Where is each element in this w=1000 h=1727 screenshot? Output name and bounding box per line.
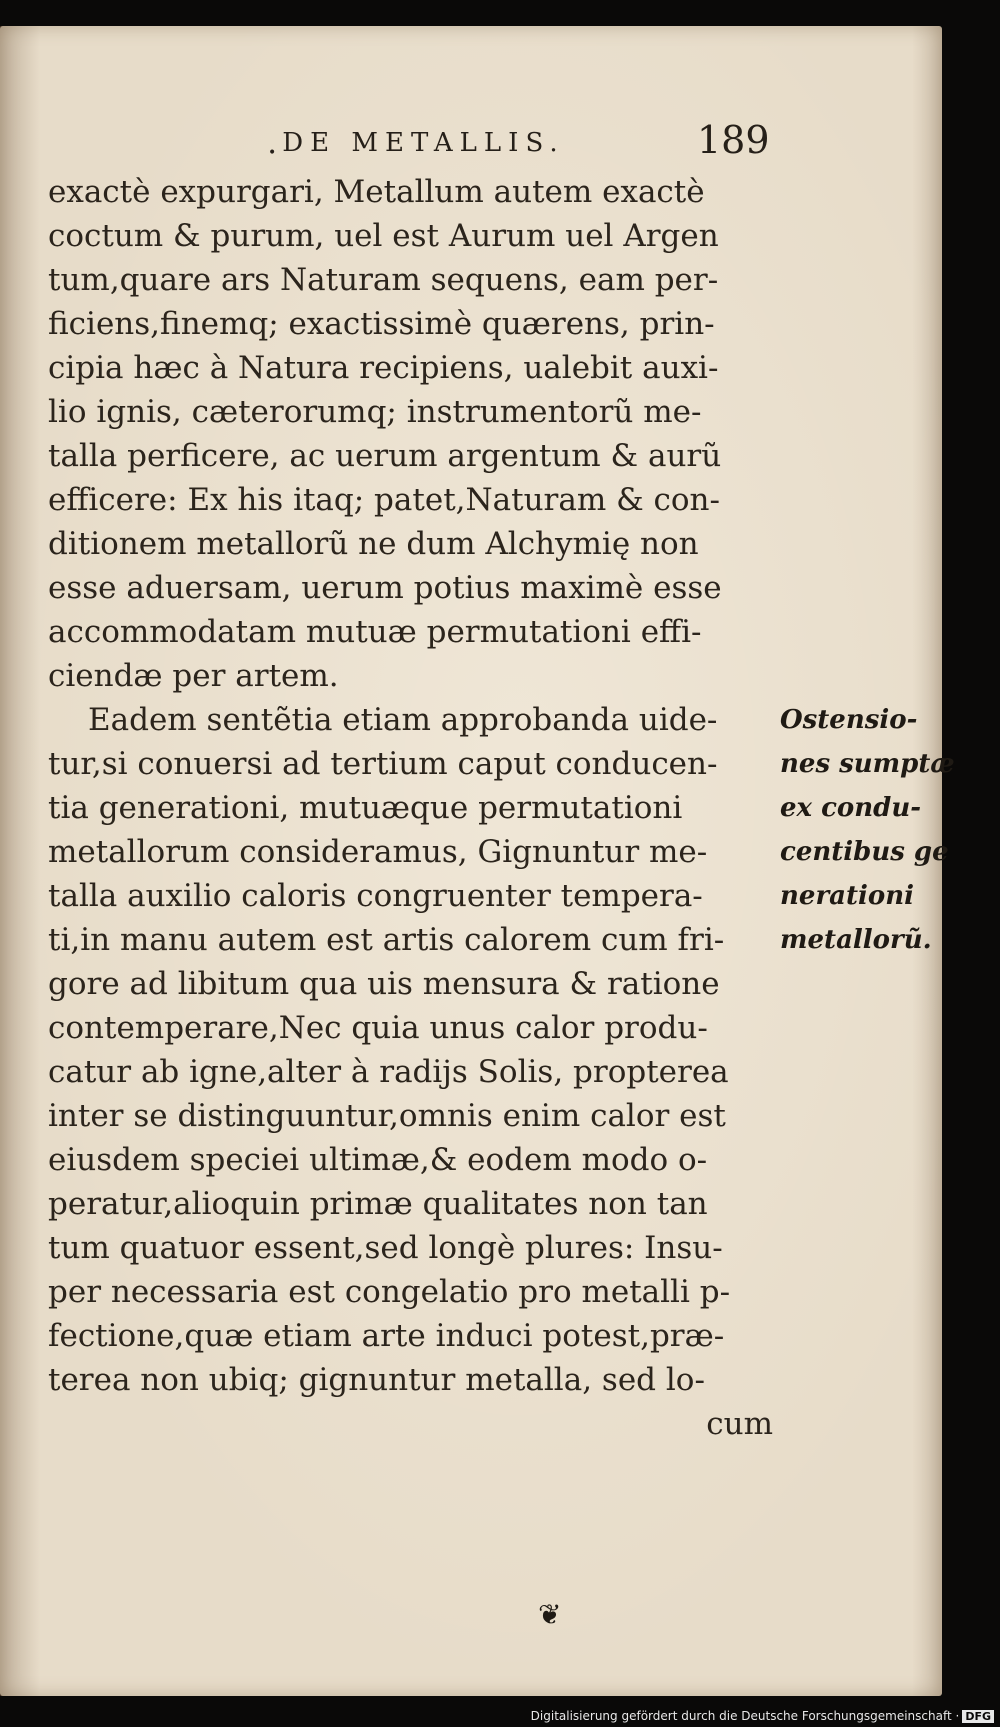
body-line: tur,si conuersi ad tertium caput conducen- (48, 746, 718, 782)
body-text (48, 170, 773, 1446)
body-line: ciendæ per artem. (48, 658, 339, 694)
header-dot: • (268, 145, 277, 161)
body-line: talla auxilio caloris congruenter tempera- (48, 878, 703, 914)
body-line: eiusdem speciei ultimæ,& eodem modo o- (48, 1142, 708, 1178)
digitization-footer (531, 1709, 994, 1723)
marginal-note (780, 698, 955, 962)
dfg-logo: DFG (962, 1710, 994, 1723)
body-line: tum quatuor essent,sed longè plures: Insu- (48, 1230, 723, 1266)
body-line: contemperare,Nec quia unus calor produ- (48, 1010, 708, 1046)
body-line: talla perficere, ac uerum argentum & aurũ (48, 438, 722, 474)
body-line: exactè expurgari, Metallum autem exactè (48, 174, 705, 210)
body-line: metallorum consideramus, Gignuntur me- (48, 834, 708, 870)
running-head-text: DE METALLIS. (282, 128, 565, 158)
running-head (268, 128, 565, 161)
body-line: per necessaria est congelatio pro metalli p- (48, 1274, 731, 1310)
body-line: coctum & purum, uel est Aurum uel Argen (48, 218, 719, 254)
margin-note-line: nes sumptæ (780, 749, 955, 779)
body-line: tia generationi, mutuæque permutationi (48, 790, 683, 826)
body-line: esse aduersam, uerum potius maximè esse (48, 570, 722, 606)
body-line: terea non ubiq; gignuntur metalla, sed lo- (48, 1362, 705, 1398)
footer-text: Digitalisierung gefördert durch die Deutsche Forschungsgemeinschaft · (530, 1709, 960, 1723)
page-number: 189 (697, 118, 770, 162)
body-line: peratur,alioquin primæ qualitates non tan (48, 1186, 708, 1222)
body-line: cipia hæc à Natura recipiens, ualebit auxi- (48, 350, 719, 386)
body-line: fectione,quæ etiam arte induci potest,præ- (48, 1318, 725, 1354)
body-line: ficiens,finemq; exactissimè quærens, prin- (48, 306, 715, 342)
margin-note-line: nerationi (780, 881, 914, 911)
body-line: accommodatam mutuæ permutationi effi- (48, 614, 702, 650)
body-line-paragraph-start: Eadem sentẽtia etiam approbanda uide- (88, 702, 718, 738)
body-line: gore ad libitum qua uis mensura & ratione (48, 966, 720, 1002)
catchword: cum (706, 1406, 773, 1442)
body-line: lio ignis, cæterorumq; instrumentorũ me- (48, 394, 702, 430)
printer-ornament-icon: ❦ (538, 1598, 562, 1631)
body-line: efficere: Ex his itaq; patet,Naturam & con- (48, 482, 720, 518)
margin-note-line: ex condu- (780, 793, 922, 823)
margin-note-line: Ostensio- (780, 705, 918, 735)
margin-note-line: centibus ge (780, 837, 949, 867)
body-line: ti,in manu autem est artis calorem cum fri- (48, 922, 725, 958)
body-line: catur ab igne,alter à radijs Solis, propterea (48, 1054, 729, 1090)
body-line: ditionem metallorũ ne dum Alchymię non (48, 526, 699, 562)
margin-note-line: metallorũ. (780, 925, 932, 955)
body-line: tum,quare ars Naturam sequens, eam per- (48, 262, 719, 298)
body-line: inter se distinguuntur,omnis enim calor est (48, 1098, 726, 1134)
